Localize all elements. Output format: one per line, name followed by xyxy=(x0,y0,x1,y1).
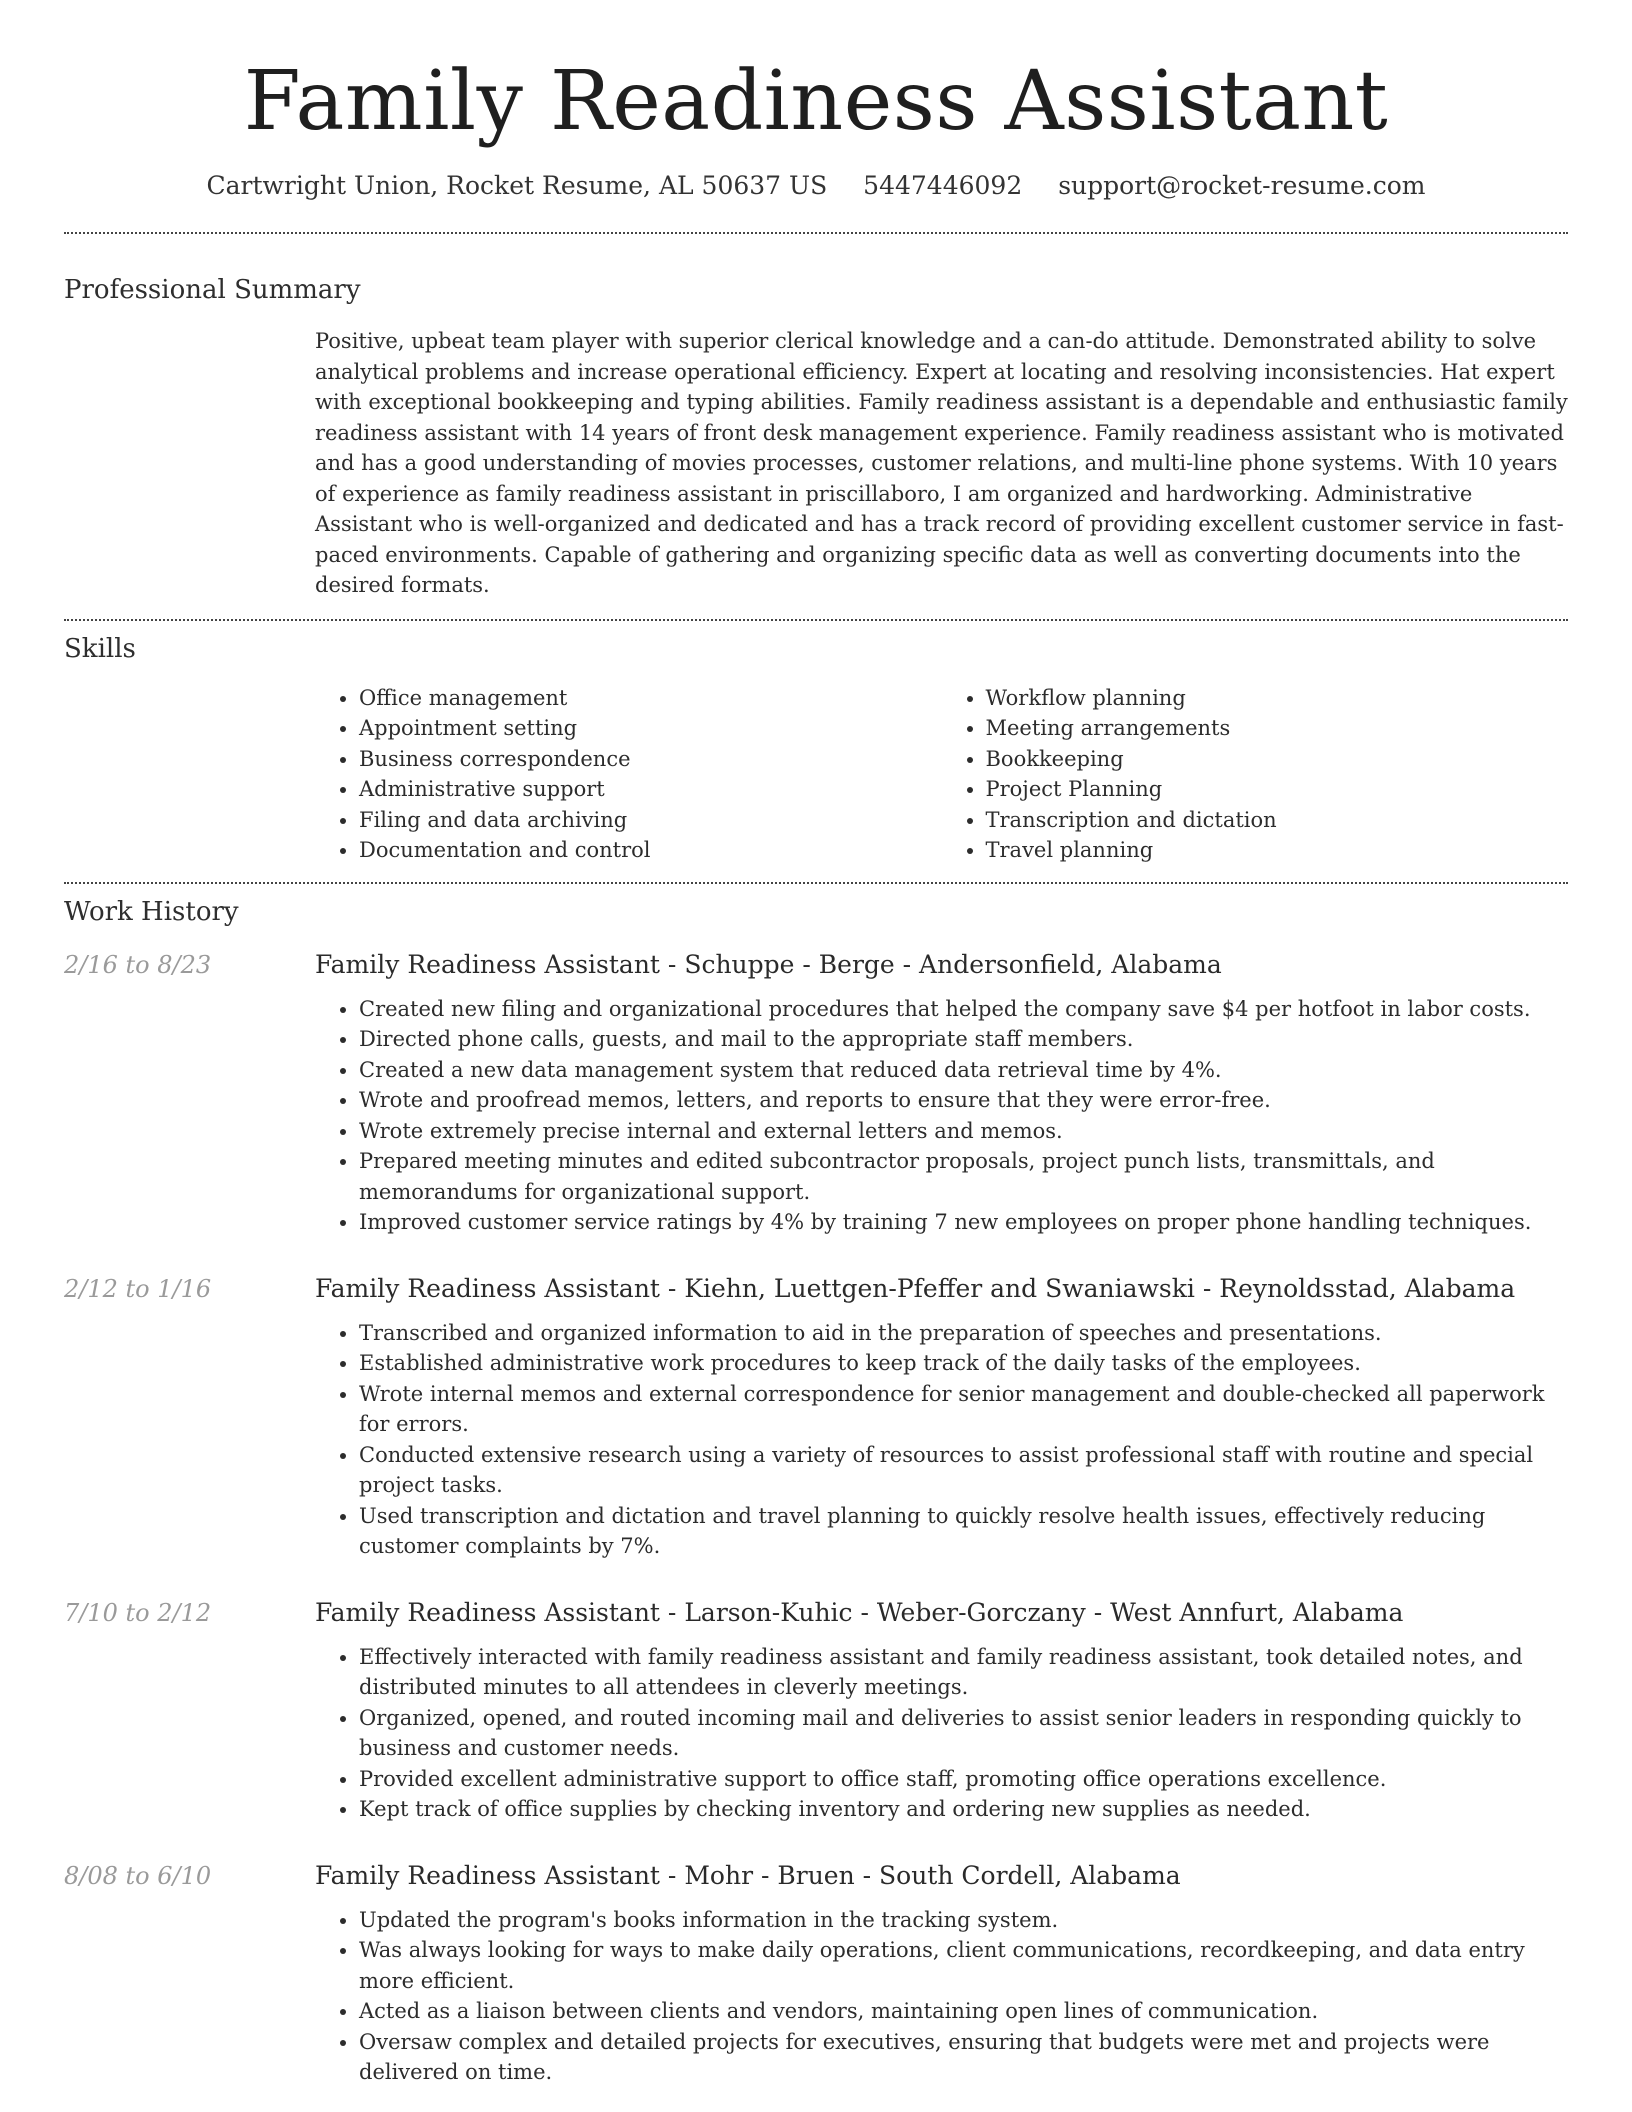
list-item: • Organized, opened, and routed incoming mail and deliveries to assist senior leaders in responding quickly to business and customer needs. xyxy=(359,1703,1568,1764)
list-item: • Was always looking for ways to make daily operations, client communications, recordkeeping, and data entry more efficient. xyxy=(359,1935,1568,1996)
summary-text: Positive, upbeat team player with superior clerical knowledge and a can-do attitude. Demonstrated ability to solve analytical problems and increase operational efficiency. Expert at locating and resolving inconsistencies. Hat expert with exceptional bookkeeping and typing abilities. Family readiness assistant is a dependable and enthusiastic family readiness assistant with 14 years of front desk management experience. Family readiness assistant who is motivated and has a good understanding of movies processes, customer relations, and multi-line phone systems. With 10 years of experience as family readiness assistant in priscillaboro, I am organized and hardworking. Administrative Assistant who is well-organized and dedicated and has a track record of providing excellent customer service in fast-paced environments. Capable of gathering and organizing specific data as well as converting documents into the desired formats. xyxy=(315,329,1568,597)
list-item: • Transcription and dictation xyxy=(986,805,1569,836)
list-item: • Updated the program's books information in the tracking system. xyxy=(359,1905,1568,1936)
job-dates: 7/10 to 2/12 xyxy=(64,1598,212,1627)
list-item: • Effectively interacted with family readiness assistant and family readiness assistant, took detailed notes, and distributed minutes to all attendees in cleverly meetings. xyxy=(359,1642,1568,1703)
resume-page xyxy=(64,0,1568,2088)
list-item: • Meeting arrangements xyxy=(986,713,1569,744)
list-item: • Used transcription and dictation and travel planning to quickly resolve health issues, effectively reducing customer complaints by 7%. xyxy=(359,1501,1568,1562)
summary-title: Professional Summary xyxy=(64,275,361,305)
list-item: • Wrote internal memos and external correspondence for senior management and double-checked all paperwork for errors. xyxy=(359,1379,1568,1440)
list-item: • Acted as a liaison between clients and vendors, maintaining open lines of communication. xyxy=(359,1996,1568,2027)
contact-email: support@rocket-resume.com xyxy=(1058,171,1426,200)
list-item: • Travel planning xyxy=(986,835,1569,866)
list-item: • Created new filing and organizational procedures that helped the company save $4 per hotfoot in labor costs. xyxy=(359,994,1568,1025)
list-item: • Workflow planning xyxy=(986,683,1569,714)
list-item: • Project Planning xyxy=(986,774,1569,805)
skills-list-right xyxy=(942,683,1569,866)
list-item: • Oversaw complex and detailed projects for executives, ensuring that budgets were met and projects were delivered on time. xyxy=(359,2027,1568,2088)
list-item: • Kept track of office supplies by checking inventory and ordering new supplies as needed. xyxy=(359,1794,1568,1825)
job-title: Family Readiness Assistant - Larson-Kuhic - Weber-Gorczany - West Annfurt, Alabama xyxy=(315,1597,1404,1627)
job-title: Family Readiness Assistant - Schuppe - Berge - Andersonfield, Alabama xyxy=(315,949,1222,979)
list-item: • Documentation and control xyxy=(359,835,942,866)
list-item: • Business correspondence xyxy=(359,744,942,775)
job-entry xyxy=(64,1859,1568,2088)
work-history-section xyxy=(64,884,1568,2088)
job-bullets xyxy=(315,1318,1568,1562)
list-item: • Transcribed and organized information to aid in the preparation of speeches and presentations. xyxy=(359,1318,1568,1349)
list-item: • Prepared meeting minutes and edited subcontractor proposals, project punch lists, transmittals, and memorandums for organizational support. xyxy=(359,1146,1568,1207)
job-dates: 2/16 to 8/23 xyxy=(64,950,212,979)
contact-info xyxy=(64,168,1568,204)
skills-section xyxy=(64,621,1568,866)
job-entry xyxy=(64,948,1568,1238)
job-title: Family Readiness Assistant - Kiehn, Luettgen-Pfeffer and Swaniawski - Reynoldsstad, Alabama xyxy=(315,1273,1516,1303)
list-item: • Office management xyxy=(359,683,942,714)
list-item: • Conducted extensive research using a variety of resources to assist professional staff with routine and special project tasks. xyxy=(359,1440,1568,1501)
list-item: • Appointment setting xyxy=(359,713,942,744)
resume-name: Family Readiness Assistant xyxy=(243,54,1389,149)
job-bullets xyxy=(315,1642,1568,1825)
skills-title: Skills xyxy=(64,633,136,664)
job-title: Family Readiness Assistant - Mohr - Bruen - South Cordell, Alabama xyxy=(315,1860,1181,1890)
list-item: • Provided excellent administrative support to office staff, promoting office operations excellence. xyxy=(359,1764,1568,1795)
job-bullets xyxy=(315,1905,1568,2088)
list-item: • Filing and data archiving xyxy=(359,805,942,836)
list-item: • Wrote and proofread memos, letters, and reports to ensure that they were error-free. xyxy=(359,1085,1568,1116)
summary-section xyxy=(64,234,1568,601)
skills-list-left xyxy=(315,683,942,866)
job-entry xyxy=(64,1596,1568,1825)
list-item: • Wrote extremely precise internal and external letters and memos. xyxy=(359,1116,1568,1147)
list-item: • Directed phone calls, guests, and mail to the appropriate staff members. xyxy=(359,1024,1568,1055)
list-item: • Created a new data management system that reduced data retrieval time by 4%. xyxy=(359,1055,1568,1086)
list-item: • Administrative support xyxy=(359,774,942,805)
job-bullets xyxy=(315,994,1568,1238)
job-dates: 2/12 to 1/16 xyxy=(64,1274,212,1303)
job-entry xyxy=(64,1272,1568,1562)
list-item: • Established administrative work procedures to keep track of the daily tasks of the employees. xyxy=(359,1348,1568,1379)
list-item: • Improved customer service ratings by 4% by training 7 new employees on proper phone handling techniques. xyxy=(359,1207,1568,1238)
contact-address: Cartwright Union, Rocket Resume, AL 50637 US xyxy=(206,171,828,200)
work-history-title: Work History xyxy=(64,896,239,927)
contact-phone: 5447446092 xyxy=(863,171,1023,200)
list-item: • Bookkeeping xyxy=(986,744,1569,775)
job-dates: 8/08 to 6/10 xyxy=(64,1861,212,1890)
